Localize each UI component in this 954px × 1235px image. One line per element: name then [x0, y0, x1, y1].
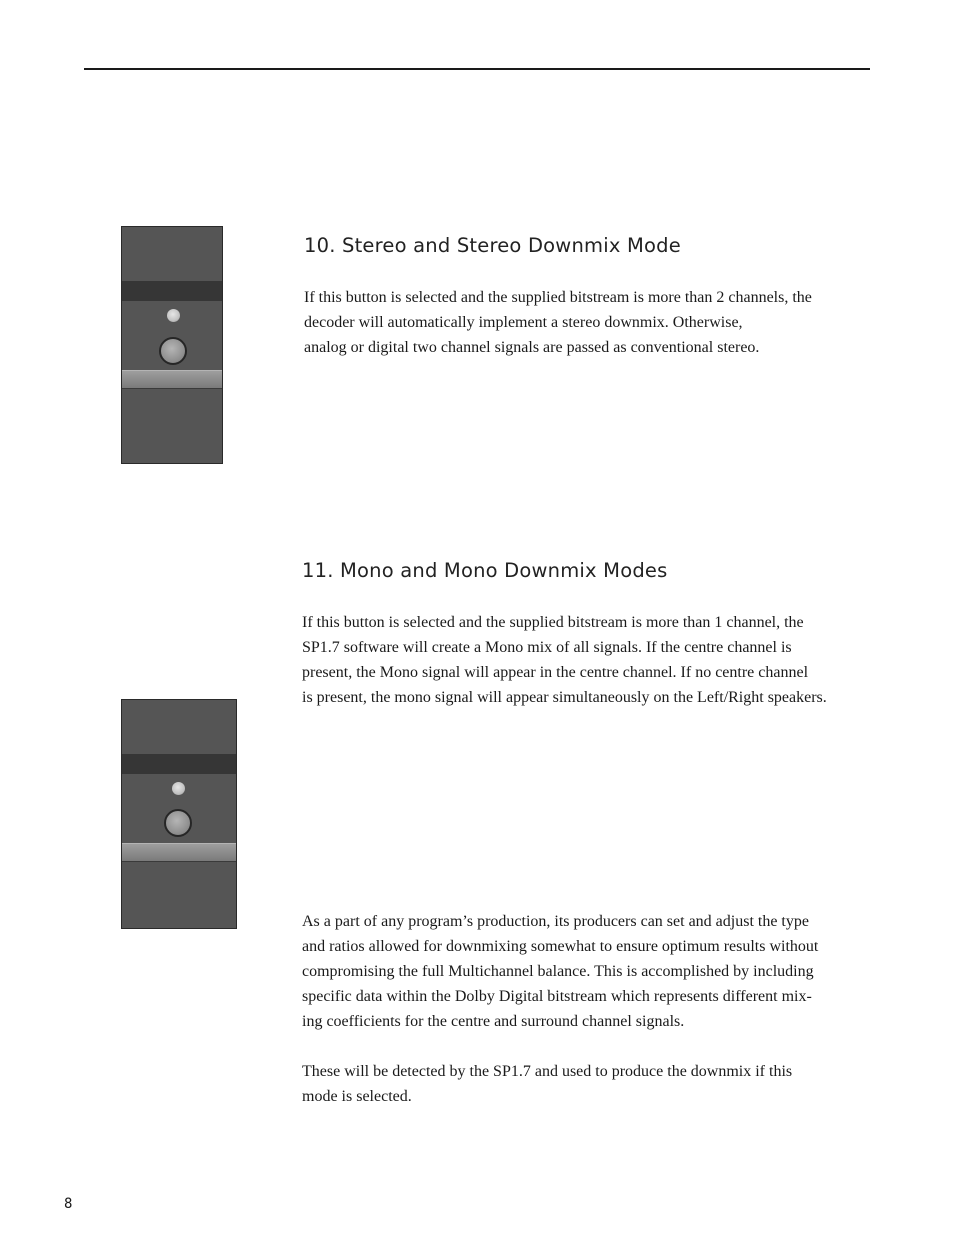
paragraph-line: is present, the mono signal will appear simultaneously on the Left/Right speakers.	[302, 689, 827, 706]
stereo-button-panel-graphic	[121, 226, 223, 464]
page-number: 8	[64, 1196, 73, 1212]
led-indicator-icon	[172, 782, 185, 795]
paragraph-line: These will be detected by the SP1.7 and used to produce the downmix if this	[302, 1063, 793, 1080]
paragraph-line: and ratios allowed for downmixing somewhat to ensure optimum results without	[302, 938, 819, 955]
paragraph-line: analog or digital two channel signals are passed as conventional stereo.	[304, 339, 760, 356]
paragraph-line: ing coefficients for the centre and surround channel signals.	[302, 1013, 685, 1030]
section-11-heading: 11. Mono and Mono Downmix Modes	[302, 559, 668, 582]
header-rule	[84, 68, 870, 70]
paragraph-line: As a part of any program’s production, its producers can set and adjust the type	[302, 913, 809, 930]
panel-label-band	[122, 281, 222, 301]
paragraph-line: SP1.7 software will create a Mono mix of all signals. If the centre channel is	[302, 639, 792, 656]
led-indicator-icon	[167, 309, 180, 322]
section-11-paragraph	[302, 610, 827, 710]
paragraph-line: decoder will automatically implement a stereo downmix. Otherwise,	[304, 314, 743, 331]
paragraph-line: present, the Mono signal will appear in the centre channel. If no centre channel	[302, 664, 809, 681]
panel-label-band	[122, 754, 236, 774]
detection-paragraph	[302, 1059, 792, 1109]
paragraph-line: specific data within the Dolby Digital bitstream which represents different mix-	[302, 988, 812, 1005]
paragraph-line: If this button is selected and the supplied bitstream is more than 2 channels, the	[304, 289, 812, 306]
section-10-heading: 10. Stereo and Stereo Downmix Mode	[304, 234, 681, 257]
section-10-paragraph	[304, 285, 812, 360]
paragraph-line: compromising the full Multichannel balance. This is accomplished by including	[302, 963, 814, 980]
paragraph-line: mode is selected.	[302, 1088, 412, 1105]
downmix-coefficients-paragraph	[302, 909, 818, 1034]
paragraph-line: If this button is selected and the supplied bitstream is more than 1 channel, the	[302, 614, 804, 631]
panel-trim-band	[122, 843, 236, 862]
round-button-icon	[164, 809, 192, 837]
mono-button-panel-graphic	[121, 699, 237, 929]
panel-trim-band	[122, 370, 222, 389]
round-button-icon	[159, 337, 187, 365]
